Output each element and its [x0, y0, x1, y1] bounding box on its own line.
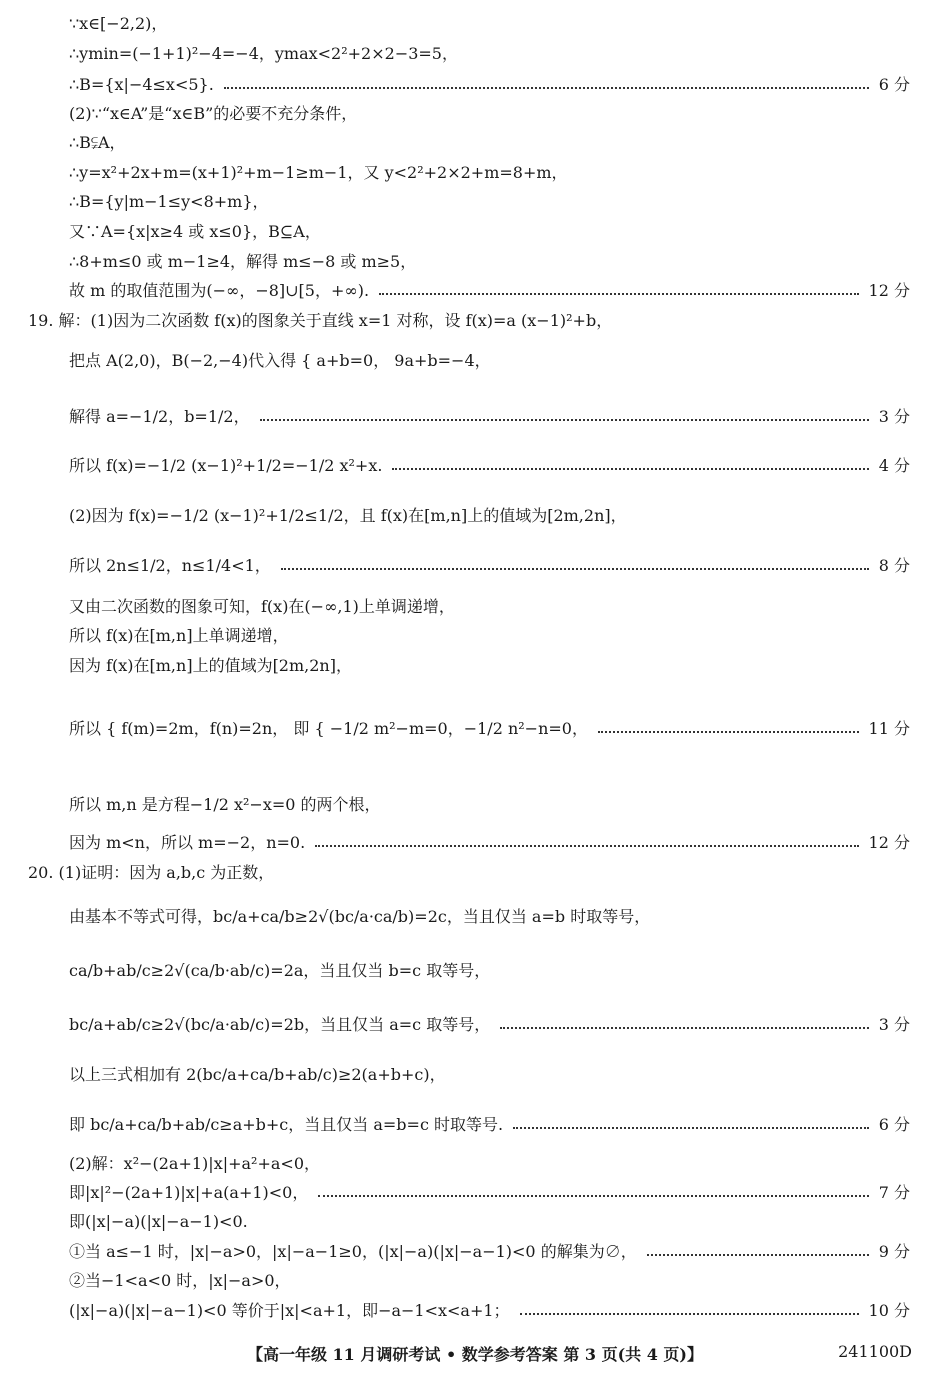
problem-20-heading: 20. (1)证明：因为 a,b,c 为正数，	[28, 863, 275, 882]
solution-line: ∴y=x²+2x+m=(x+1)²+m−1≥m−1，又 y<2²+2×2+m=8+m，	[69, 163, 568, 182]
document-code: 241100D	[838, 1342, 912, 1361]
solution-line: 把点 A(2,0)，B(−2,−4)代入得 { a+b=0， 9a+b=−4，	[69, 351, 491, 370]
solution-line: (2)解：x²−(2a+1)|x|+a²+a<0，	[69, 1154, 320, 1173]
score-label: 11 分	[868, 719, 910, 738]
solution-line: 所以 m,n 是方程−1/2 x²−x=0 的两个根，	[69, 795, 381, 814]
score-label: 3 分	[878, 1015, 910, 1034]
solution-line: ca/b+ab/c≥2√(ca/b·ab/c)=2a，当且仅当 b=c 取等号，	[69, 961, 491, 980]
solution-line: ∵x∈[−2,2)，	[69, 14, 168, 33]
leader-dots	[520, 1313, 859, 1315]
leader-dots	[513, 1127, 869, 1129]
solution-line: 因为 f(x)在[m,n]上的值域为[2m,2n]，	[69, 656, 352, 675]
score-label: 7 分	[878, 1183, 910, 1202]
solution-line: 因为 m<n，所以 m=−2，n=0. 12 分	[69, 833, 910, 852]
score-label: 12 分	[868, 281, 910, 300]
score-label: 9 分	[878, 1242, 910, 1261]
leader-dots	[318, 1195, 868, 1197]
solution-line: ∴8+m≤0 或 m−1≥4，解得 m≤−8 或 m≥5，	[69, 252, 417, 271]
solution-line: 解得 a=−1/2，b=1/2， 3 分	[69, 404, 910, 430]
solution-line: 所以 2n≤1/2，n≤1/4<1， 8 分	[69, 553, 910, 579]
leader-dots	[281, 568, 869, 570]
solution-line: ∴ymin=(−1+1)²−4=−4，ymax<2²+2×2−3=5，	[69, 44, 458, 63]
solution-line: (2)∵“x∈A”是“x∈B”的必要不充分条件，	[69, 104, 358, 123]
solution-line: (2)因为 f(x)=−1/2 (x−1)²+1/2≤1/2，且 f(x)在[m,n]上的值域为[2m,2n]，	[69, 506, 627, 525]
solution-line: (|x|−a)(|x|−a−1)<0 等价于|x|<a+1，即−a−1<x<a+1； 10 分	[69, 1301, 910, 1320]
page-footer	[0, 1342, 950, 1364]
solution-line: 即|x|²−(2a+1)|x|+a(a+1)<0， 7 分	[69, 1183, 910, 1202]
score-label: 12 分	[868, 833, 910, 852]
solution-line: 又由二次函数的图象可知，f(x)在(−∞,1)上单调递增，	[69, 597, 455, 616]
solution-line: 由基本不等式可得，bc/a+ca/b≥2√(bc/a·ca/b)=2c，当且仅当 a=b 时取等号，	[69, 907, 651, 926]
solution-line: ②当−1<a<0 时，|x|−a>0，	[69, 1271, 291, 1290]
solution-line: bc/a+ab/c≥2√(bc/a·ab/c)=2b，当且仅当 a=c 取等号， 3 分	[69, 1012, 910, 1038]
solution-line: 以上三式相加有 2(bc/a+ca/b+ab/c)≥2(a+b+c)，	[69, 1065, 446, 1084]
solution-line: ①当 a≤−1 时，|x|−a>0，|x|−a−1≥0，(|x|−a)(|x|−a−1)<0 的解集为∅， 9 分	[69, 1242, 910, 1261]
score-label: 6 分	[878, 1115, 910, 1134]
solution-line: ∴B={x|−4≤x<5}. 6 分	[69, 75, 910, 94]
solution-line: 即(|x|−a)(|x|−a−1)<0.	[69, 1212, 248, 1231]
solution-line: ∴B={y|m−1≤y<8+m}，	[69, 192, 269, 211]
score-label: 10 分	[868, 1301, 910, 1320]
solution-line: 又∵A={x|x≥4 或 x≤0}，B⊆A，	[69, 222, 321, 241]
leader-dots	[379, 293, 859, 295]
leader-dots	[260, 419, 869, 421]
leader-dots	[392, 468, 868, 470]
score-label: 3 分	[878, 407, 910, 426]
score-label: 6 分	[878, 75, 910, 94]
solution-line: 即 bc/a+ca/b+ab/c≥a+b+c，当且仅当 a=b=c 时取等号. 6 分	[69, 1112, 910, 1138]
solution-line: 故 m 的取值范围为(−∞，−8]∪[5，+∞). 12 分	[69, 281, 910, 300]
solution-line: 所以 { f(m)=2m，f(n)=2n， 即 { −1/2 m²−m=0，−1/2 n²−n=0， 11 分	[69, 716, 910, 742]
leader-dots	[500, 1027, 869, 1029]
leader-dots	[647, 1254, 869, 1256]
footer-title: 【高一年级 11 月调研考试 • 数学参考答案 第 3 页(共 4 页)】	[246, 1345, 704, 1364]
leader-dots	[598, 731, 859, 733]
problem-19-heading: 19. 解：(1)因为二次函数 f(x)的图象关于直线 x=1 对称，设 f(x)=a (x−1)²+b，	[28, 311, 613, 330]
score-label: 8 分	[878, 556, 910, 575]
solution-line: 所以 f(x)在[m,n]上单调递增，	[69, 626, 289, 645]
score-label: 4 分	[878, 456, 910, 475]
leader-dots	[315, 845, 858, 847]
solution-line: 所以 f(x)=−1/2 (x−1)²+1/2=−1/2 x²+x. 4 分	[69, 453, 910, 479]
solution-line: ∴B⫋A，	[69, 133, 126, 152]
leader-dots	[224, 87, 869, 89]
